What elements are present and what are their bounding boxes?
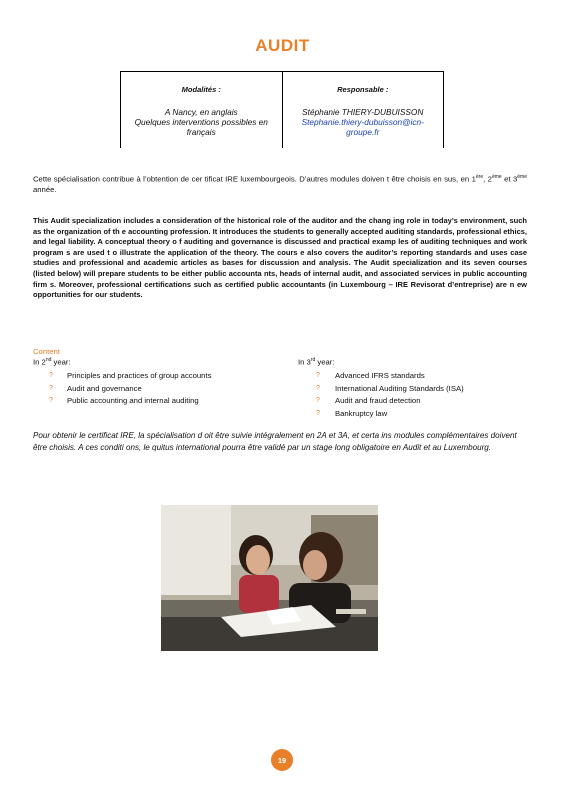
year3-heading [298, 357, 464, 367]
intro-paragraph [33, 172, 527, 196]
list-item [298, 407, 464, 420]
list-item [298, 382, 464, 395]
modalites-heading: Modalités : [181, 85, 221, 94]
year2-block [33, 357, 211, 407]
list-item [33, 382, 211, 395]
intro-text: Cette spécialisation contribue à l’obtention de cer tificat IRE luxembourgeois. D’autres modules doiven t être choisis en sus, en 1 [33, 174, 476, 184]
responsable-email-line[interactable]: Stephanie.thiery-dubuisson@icn- [301, 117, 424, 127]
course-name: Advanced IFRS standards [335, 371, 425, 381]
superscript: nd [45, 357, 52, 363]
page-title: AUDIT [255, 36, 310, 55]
bullet-icon: ? [49, 397, 53, 405]
year3-block [298, 357, 464, 420]
list-item [298, 395, 464, 408]
year2-heading [33, 357, 211, 367]
bullet-icon: ? [316, 384, 320, 392]
list-item [33, 370, 211, 383]
responsable-heading: Responsable : [337, 85, 389, 94]
modalites-line: Quelques interventions possibles en [134, 117, 268, 127]
page-number-badge: 19 [271, 749, 293, 771]
modalites-line: A Nancy, en anglais [164, 107, 238, 117]
course-name: Bankruptcy law [335, 408, 388, 418]
year-prefix: In 3 [298, 357, 311, 367]
course-name: Audit and governance [67, 383, 142, 393]
year-suffix: year: [51, 357, 71, 367]
bullet-icon: ? [316, 397, 320, 405]
bullet-icon: ? [49, 384, 53, 392]
students-photo [161, 505, 378, 651]
bullet-icon: ? [316, 372, 320, 380]
modalites-line: français [186, 127, 216, 137]
course-name: International Auditing Standards (ISA) [335, 383, 464, 393]
intro-text: , 2 [483, 174, 492, 184]
modalites-cell [121, 72, 282, 148]
superscript: ème [517, 174, 527, 180]
bullet-icon: ? [316, 409, 320, 417]
list-item [33, 395, 211, 408]
certificate-note: Pour obtenir le certificat IRE, la spécialisation d oit être suivie intégralement en 2A et 3A, et certa ins modules complémentaires doivent être choisis. A ces conditi ons, le quitus international pourra être validé par un stage long obligatoire en Audit et au Luxembourg. [33, 431, 517, 452]
responsable-email-line[interactable]: groupe.fr [346, 127, 380, 137]
list-item [298, 370, 464, 383]
superscript: ère [475, 174, 484, 180]
superscript: rd [310, 357, 316, 363]
intro-text: année. [33, 185, 57, 195]
responsable-name: Stéphanie THIERY-DUBUISSON [302, 107, 424, 117]
description-paragraph: This Audit specialization includes a consideration of the historical role of the auditor and the chang ing role in today’s environment, such as the organization of th e accounting profession. It introduces the students to generally accepted auditing standards, professional ethics, and legal liability. A conceptual theory o f auditing and governance is discussed and practical examp les of auditing techniques and work program s are used t o illustrate the application of the theory. The cours e also covers the auditor’s reporting standards and uses case studies and professional and academic articles as bases for discussion and analysis. The Audit specialization and its seven courses (listed below) will prepare students to be either public accounta nts, heads of internal audit, and associated services in public accounting firm s. Moreover, professional certifications such as certified public accountants (in Luxembourg – IRE Revisorat d’entreprise) are n ew opportunities for our students. [33, 216, 527, 300]
bullet-icon: ? [49, 372, 53, 380]
course-name: Public accounting and internal auditing [67, 396, 199, 406]
year-suffix: year: [315, 357, 335, 367]
info-table [120, 71, 444, 148]
content-heading: Content [33, 347, 60, 356]
year-prefix: In 2 [33, 357, 46, 367]
course-name: Audit and fraud detection [335, 396, 421, 406]
responsable-cell [282, 72, 444, 148]
superscript: ème [491, 174, 502, 180]
intro-text: et 3 [501, 174, 518, 184]
course-name: Principles and practices of group accounts [67, 371, 212, 381]
